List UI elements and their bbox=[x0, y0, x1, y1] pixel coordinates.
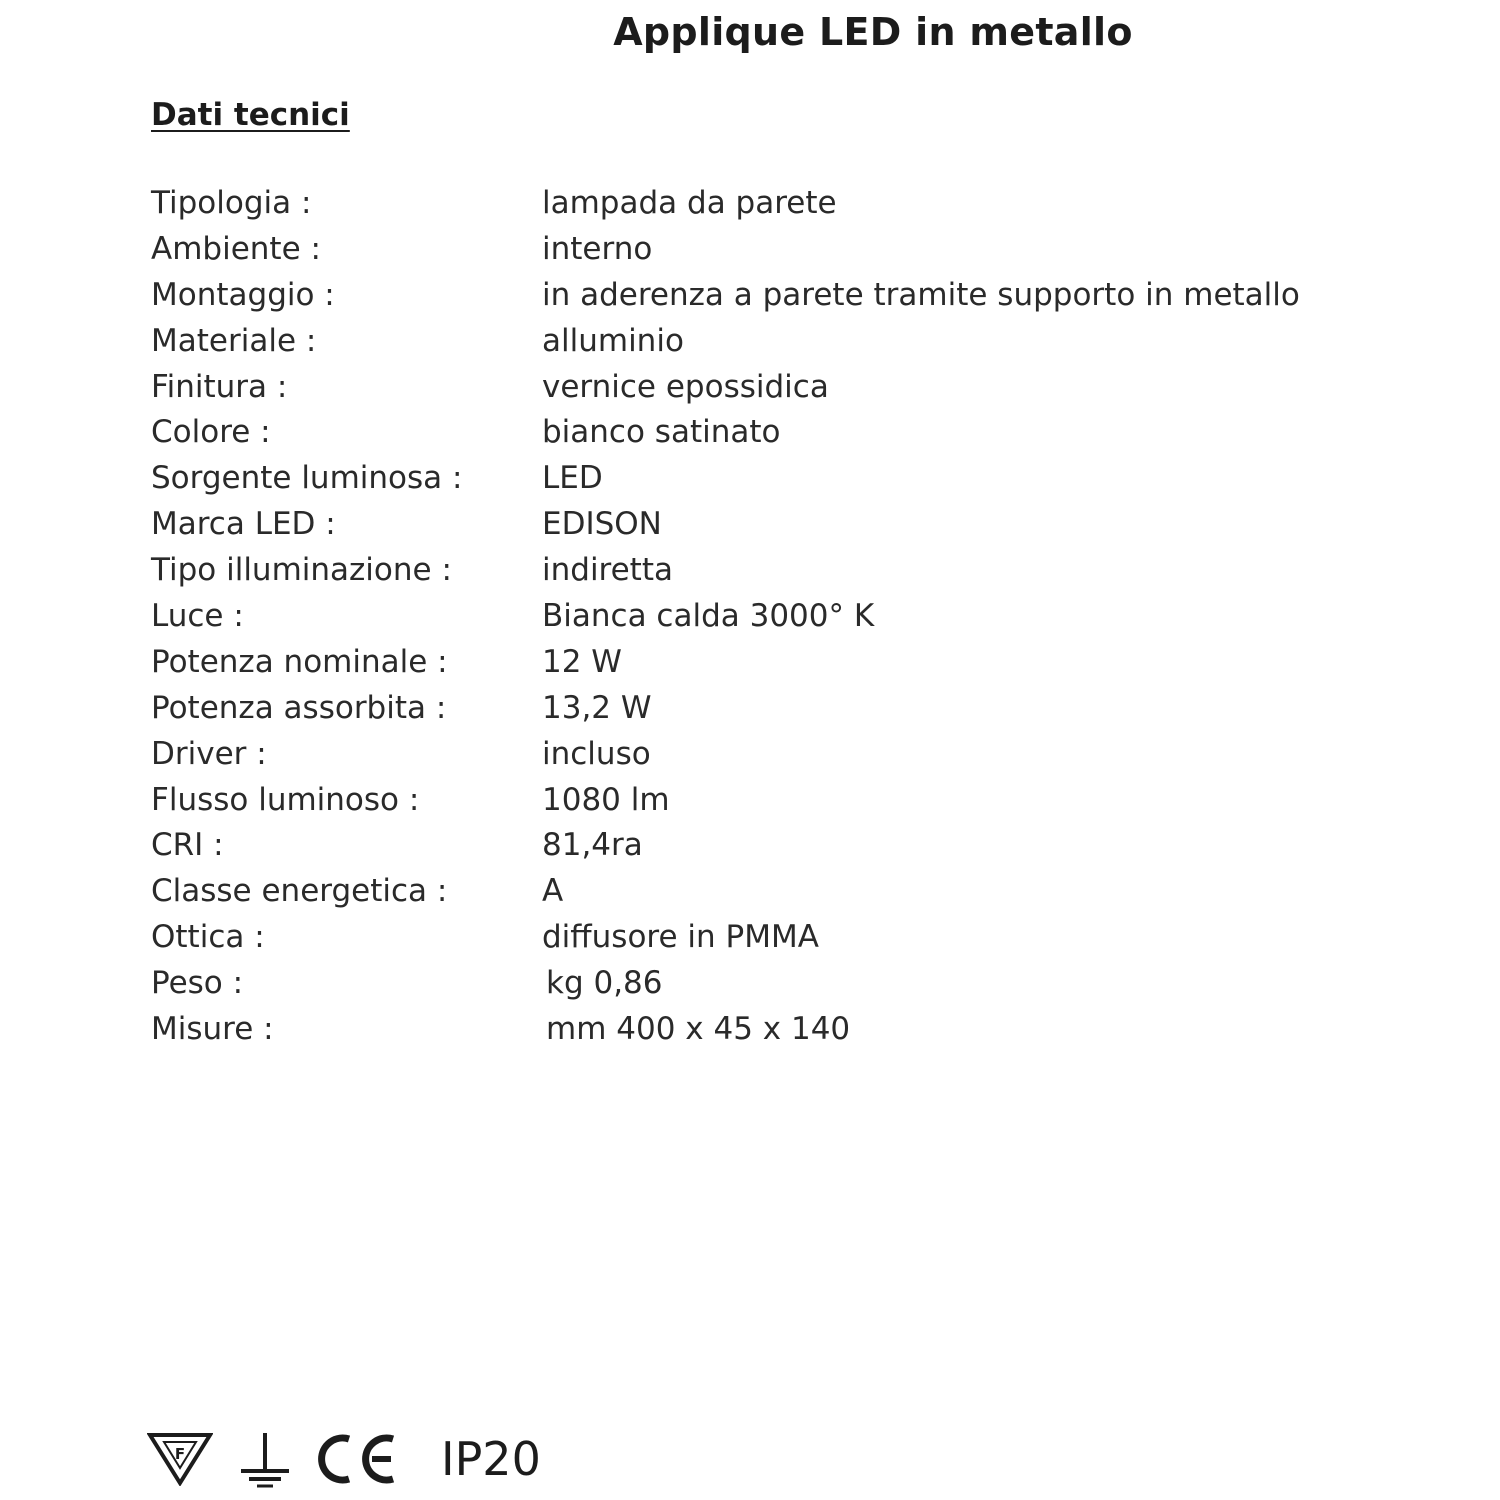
spec-label: Tipologia : bbox=[151, 184, 312, 221]
spec-row bbox=[151, 685, 1451, 731]
spec-value: in aderenza a parete tramite supporto in metallo bbox=[542, 276, 1300, 313]
spec-value: lampada da parete bbox=[542, 184, 837, 221]
spec-label: Finitura : bbox=[151, 368, 288, 405]
spec-label: Driver : bbox=[151, 735, 267, 772]
spec-value: 13,2 W bbox=[542, 689, 652, 726]
spec-value: incluso bbox=[542, 735, 651, 772]
spec-label: Misure : bbox=[151, 1010, 274, 1047]
spec-value: 1080 lm bbox=[542, 781, 670, 818]
spec-value: A bbox=[542, 873, 564, 910]
spec-row bbox=[151, 180, 1451, 226]
spec-row bbox=[151, 409, 1451, 455]
spec-value: EDISON bbox=[542, 506, 662, 543]
spec-row bbox=[151, 272, 1451, 318]
spec-value: vernice epossidica bbox=[542, 368, 829, 405]
spec-value: Bianca calda 3000° K bbox=[542, 597, 875, 634]
spec-label: Marca LED : bbox=[151, 506, 336, 543]
spec-label: Ottica : bbox=[151, 919, 265, 956]
spec-row bbox=[151, 777, 1451, 823]
spec-label: Ambiente : bbox=[151, 230, 321, 267]
spec-row bbox=[151, 318, 1451, 364]
spec-label: Materiale : bbox=[151, 322, 317, 359]
spec-row bbox=[151, 731, 1451, 777]
spec-row bbox=[151, 639, 1451, 685]
spec-row bbox=[151, 914, 1451, 960]
page-title: Applique LED in metallo bbox=[613, 10, 1133, 54]
spec-label: Montaggio : bbox=[151, 276, 335, 313]
spec-value: LED bbox=[542, 460, 603, 497]
ip-rating: IP20 bbox=[441, 1432, 541, 1486]
spec-value: interno bbox=[542, 230, 653, 267]
spec-label: Colore : bbox=[151, 414, 271, 451]
spec-value: 81,4ra bbox=[542, 827, 643, 864]
spec-row bbox=[151, 1006, 1451, 1052]
spec-value: indiretta bbox=[542, 552, 673, 589]
spec-table bbox=[151, 180, 1451, 1052]
spec-row bbox=[151, 547, 1451, 593]
spec-label: Sorgente luminosa : bbox=[151, 460, 463, 497]
spec-label: Classe energetica : bbox=[151, 873, 448, 910]
f-mark-letter: F bbox=[174, 1445, 186, 1463]
earth-ground-icon bbox=[237, 1429, 293, 1489]
spec-value: diffusore in PMMA bbox=[542, 919, 819, 956]
spec-label: Luce : bbox=[151, 597, 244, 634]
spec-row bbox=[151, 226, 1451, 272]
spec-row bbox=[151, 868, 1451, 914]
spec-label: Tipo illuminazione : bbox=[151, 552, 452, 589]
spec-label: Peso : bbox=[151, 965, 244, 1002]
spec-value: bianco satinato bbox=[542, 414, 781, 451]
spec-value: kg 0,86 bbox=[546, 965, 663, 1002]
certification-marks bbox=[147, 1426, 541, 1492]
ce-mark-icon bbox=[315, 1431, 399, 1487]
section-heading: Dati tecnici bbox=[151, 97, 350, 133]
spec-row bbox=[151, 455, 1451, 501]
spec-row bbox=[151, 364, 1451, 410]
f-mark-icon bbox=[147, 1432, 213, 1486]
spec-row bbox=[151, 501, 1451, 547]
spec-label: Potenza assorbita : bbox=[151, 689, 447, 726]
spec-row bbox=[151, 593, 1451, 639]
spec-label: CRI : bbox=[151, 827, 224, 864]
spec-label: Potenza nominale : bbox=[151, 643, 448, 680]
spec-value: 12 W bbox=[542, 643, 622, 680]
spec-label: Flusso luminoso : bbox=[151, 781, 420, 818]
spec-value: mm 400 x 45 x 140 bbox=[546, 1010, 851, 1047]
spec-value: alluminio bbox=[542, 322, 684, 359]
spec-row bbox=[151, 960, 1451, 1006]
spec-row bbox=[151, 822, 1451, 868]
